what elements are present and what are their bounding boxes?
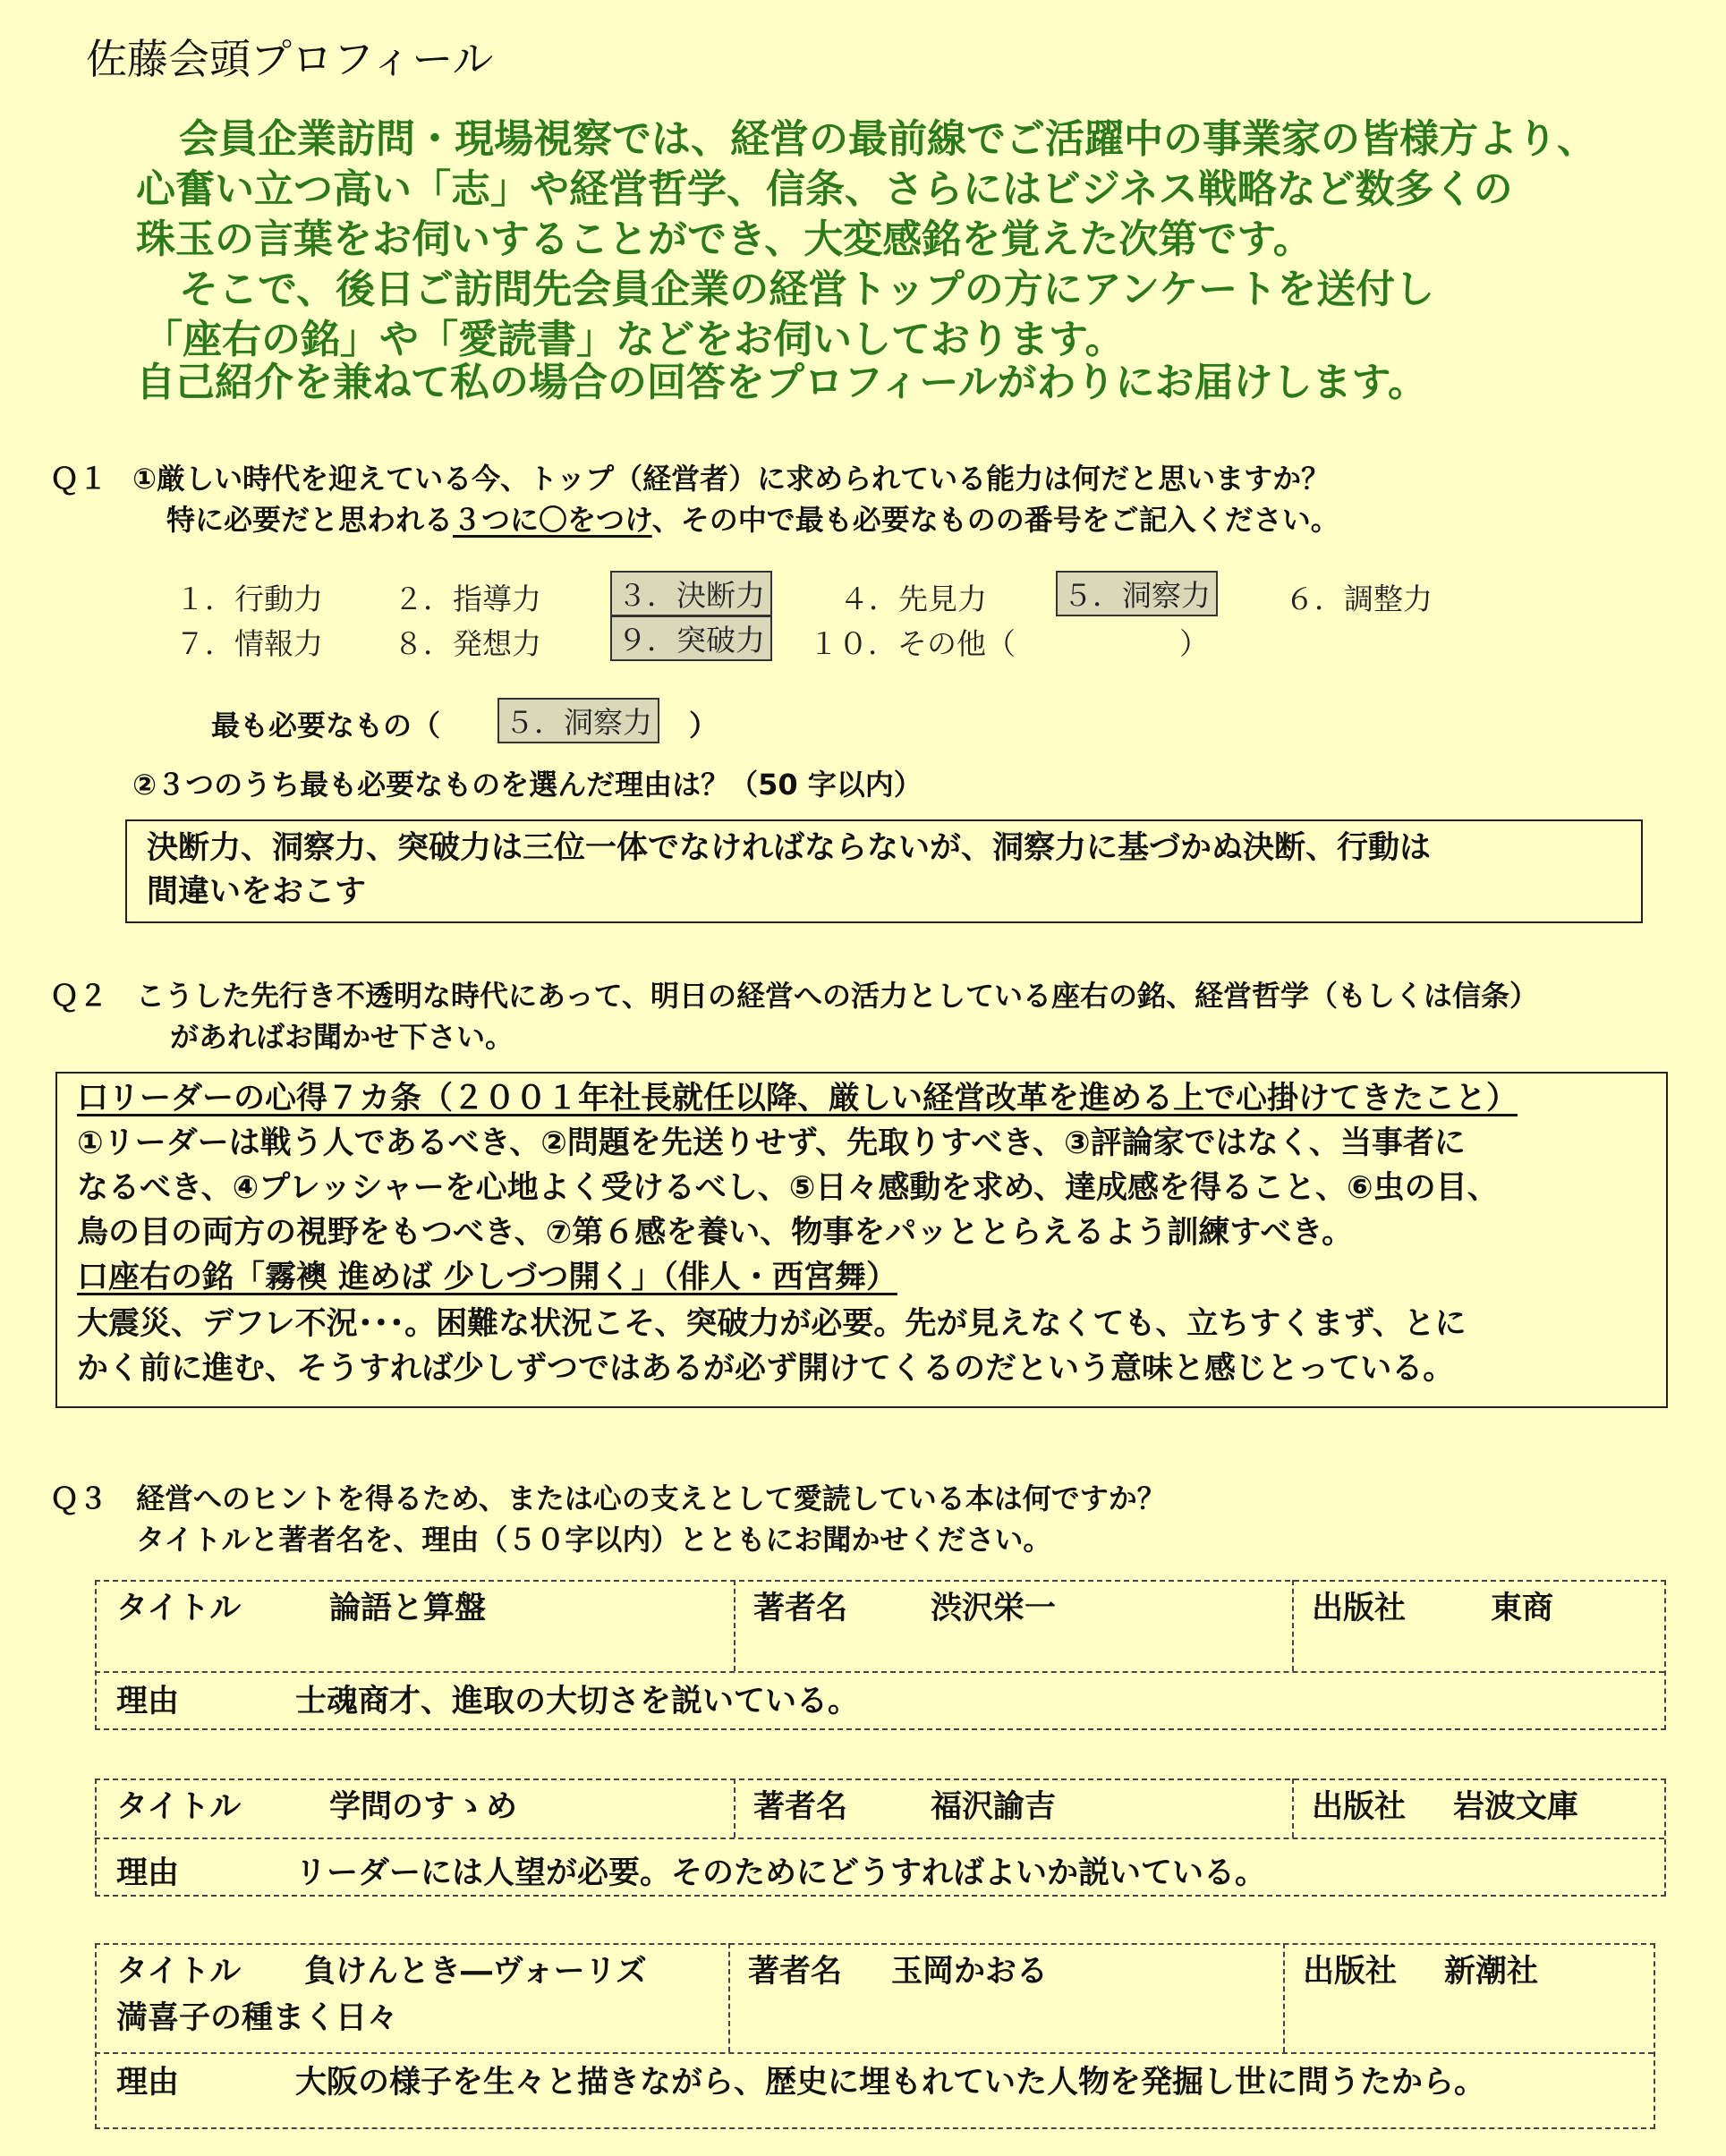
book-publisher: 岩波文庫 <box>1453 1789 1579 1825</box>
book-author: 玉岡かおる <box>891 1954 1049 1990</box>
book-reason-label: 理由 <box>116 1684 180 1719</box>
q1-instruction-post: 、その中で最も必要なものの番号をご記入ください。 <box>651 503 1339 537</box>
q2-question: こうした先行き不透明な時代にあって、明日の経営への活力としている座右の銘、経営哲学（もしくは信条） <box>136 979 1539 1013</box>
q1-instruction-pre: 特に必要だと思われる <box>166 503 454 537</box>
q2-body-line: ①リーダーは戦う人であるべき、②問題を先送りせず、先取りすべき、③評論家ではなく、当事者に <box>77 1125 1466 1161</box>
choice-item-selected: ９．突破力 <box>610 615 772 661</box>
book-reason: 大阪の様子を生々と描きながら、歴史に埋もれていた人物を発掘し世に問うたから。 <box>295 2065 1486 2101</box>
table-divider <box>728 1943 730 2052</box>
book-publisher-label: 出版社 <box>1303 1954 1398 1990</box>
q2-body-line: 鳥の目の両方の視野をもつべき、⑦第６感を養い、物事をパッととらえるよう訓練すべき。 <box>77 1215 1354 1251</box>
book-author: 福沢諭吉 <box>931 1789 1057 1825</box>
choice-item: ２．指導力 <box>394 581 541 616</box>
table-divider <box>95 1671 1664 1673</box>
q1-instruction-underline: ３つに〇をつけ <box>453 503 652 537</box>
choice-item: ４．先見力 <box>839 581 987 616</box>
q1-label: Ｑ１ <box>50 462 108 496</box>
q3-question: 経営へのヒントを得るため、または心の支えとして愛読している本は何ですか？ <box>136 1481 1166 1515</box>
table-divider <box>1283 1943 1285 2052</box>
choice-item: ７．情報力 <box>175 626 323 661</box>
q2-heading-motto: 口座右の銘「霧襖 進めば 少しづつ開く」（俳人・西宮舞） <box>77 1260 897 1295</box>
intro-line: 会員企業訪問・現場視察では、経営の最前線でご活躍中の事業家の皆様方より、 <box>179 116 1596 162</box>
choice-item: ６．調整力 <box>1285 581 1433 616</box>
intro-line: 珠玉の言葉をお伺いすることができ、大変感銘を覚えた次第です。 <box>136 216 1313 262</box>
book-title: 負けんとき―ヴォーリズ <box>304 1954 647 1990</box>
book-title-label: タイトル <box>116 1591 242 1626</box>
q2-question-cont: があればお聞かせ下さい。 <box>170 1020 514 1054</box>
book-reason: リーダーには人望が必要。そのためにどうすればよいか説いている。 <box>295 1855 1267 1891</box>
q2-body-line: なるべき、④プレッシャーを心地よく受けるべし、⑤日々感動を求め、達成感を得ること、⑥虫の目、 <box>77 1170 1499 1206</box>
most-needed-close: ） <box>689 709 718 743</box>
book-author-label: 著者名 <box>753 1591 848 1626</box>
choice-item: ） <box>1179 626 1209 661</box>
most-needed-value: ５．洞察力 <box>497 698 659 743</box>
q2-label: Ｑ２ <box>50 979 108 1013</box>
intro-line: そこで、後日ご訪問先会員企業の経営トップの方にアンケートを送付し <box>179 267 1435 312</box>
table-divider <box>95 1838 1664 1839</box>
table-divider <box>734 1778 735 1838</box>
book-title: 論語と算盤 <box>329 1591 487 1626</box>
q1-answer-box <box>125 819 1643 923</box>
book-title: 学問のすゝめ <box>329 1789 518 1825</box>
page-title: 佐藤会頭プロフィール <box>86 35 494 83</box>
book-title-cont: 満喜子の種まく日々 <box>116 2000 399 2036</box>
intro-line: 「座右の銘」や「愛読書」などをお伺いしております。 <box>143 317 1125 362</box>
book-title-label: タイトル <box>116 1789 242 1825</box>
table-divider <box>1292 1580 1294 1671</box>
q1-question: ①厳しい時代を迎えている今、トップ（経営者）に求められている能力は何だと思いますか？ <box>132 462 1331 496</box>
choice-item: ８．発想力 <box>394 626 541 661</box>
choice-item: １０．その他（ <box>809 626 1016 661</box>
q3-question-cont: タイトルと著者名を、理由（５０字以内）とともにお聞かせください。 <box>136 1523 1052 1557</box>
choice-item-selected: ３．決断力 <box>610 571 772 616</box>
table-divider <box>95 2052 1654 2054</box>
intro-line: 心奮い立つ高い「志」や経営哲学、信条、さらにはビジネス戦略など数多くの <box>136 166 1513 212</box>
book-publisher-label: 出版社 <box>1312 1591 1407 1626</box>
book-publisher: 東商 <box>1491 1591 1554 1626</box>
book-reason-label: 理由 <box>116 1855 180 1891</box>
q1-sub-question: ②３つのうち最も必要なものを選んだ理由は？（50 字以内） <box>132 768 923 802</box>
q2-body-line: 大震災、デフレ不況･･･。困難な状況こそ、突破力が必要。先が見えなくても、立ちすくまず、とに <box>77 1306 1467 1342</box>
book-title-label: タイトル <box>116 1954 242 1990</box>
q3-label: Ｑ３ <box>50 1481 108 1515</box>
book-author: 渋沢栄一 <box>931 1591 1057 1626</box>
book-publisher-label: 出版社 <box>1312 1789 1407 1825</box>
q1-answer-line: 決断力、洞察力、突破力は三位一体でなければならないが、洞察力に基づかぬ決断、行動は <box>147 830 1432 866</box>
book-author-label: 著者名 <box>753 1789 848 1825</box>
book-reason-label: 理由 <box>116 2065 180 2101</box>
q1-instruction <box>166 497 1339 539</box>
book-author-label: 著者名 <box>748 1954 843 1990</box>
table-divider <box>734 1580 735 1671</box>
q2-heading-leader: 口リーダーの心得７カ条（２００１年社長就任以降、厳しい経営改革を進める上で心掛けてきたこと） <box>77 1081 1518 1116</box>
intro-line: 自己紹介を兼ねて私の場合の回答をプロフィールがわりにお届けします。 <box>136 360 1427 405</box>
q1-answer-line: 間違いをおこす <box>147 874 367 910</box>
choice-item: １．行動力 <box>175 581 323 616</box>
most-needed-label: 最も必要なもの（ <box>211 709 441 743</box>
table-divider <box>1292 1778 1294 1838</box>
book-reason: 士魂商才、進取の大切さを説いている。 <box>295 1684 860 1719</box>
q2-body-line: かく前に進む、そうすれば少しずつではあるが必ず開けてくるのだという意味と感じとっている。 <box>77 1351 1455 1387</box>
choice-item-selected: ５．洞察力 <box>1056 571 1218 616</box>
book-publisher: 新潮社 <box>1444 1954 1539 1990</box>
q2-answer-box <box>55 1072 1668 1408</box>
